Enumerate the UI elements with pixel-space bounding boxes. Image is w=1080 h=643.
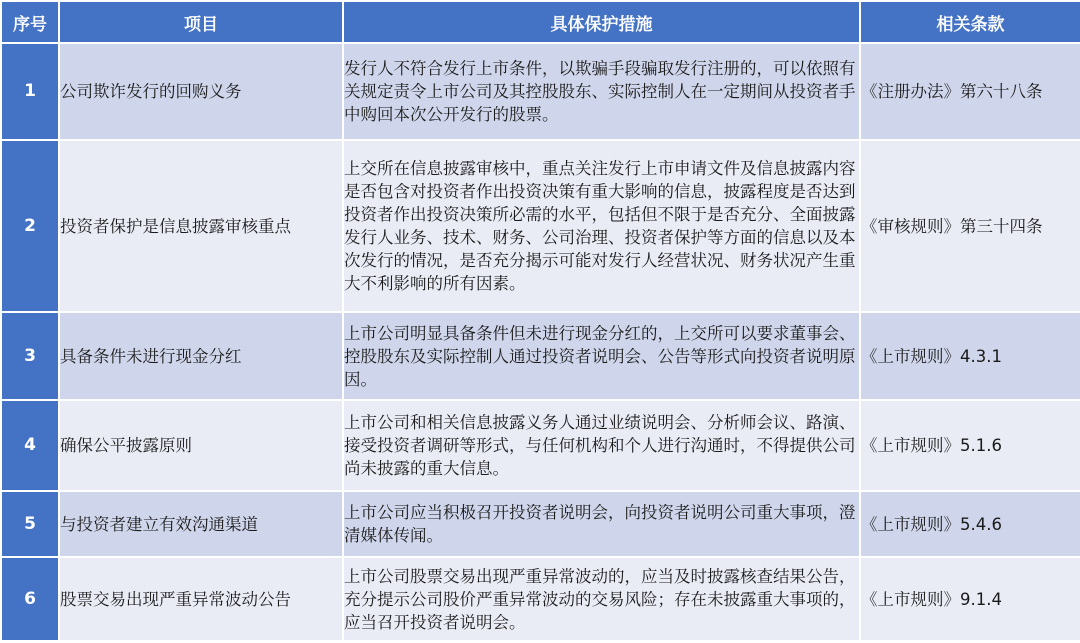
row-clause: 《上市规则》5.4.6 (860, 491, 1080, 557)
table-row (1, 491, 1080, 557)
row-item: 确保公平披露原则 (59, 400, 343, 491)
row-item: 具备条件未进行现金分红 (59, 312, 343, 400)
table-row (1, 43, 1080, 140)
row-index: 6 (1, 557, 59, 641)
row-item: 公司欺诈发行的回购义务 (59, 43, 343, 140)
row-clause: 《上市规则》9.1.4 (860, 557, 1080, 641)
table-row (1, 400, 1080, 491)
row-measure: 上市公司明显具备条件但未进行现金分红的，上交所可以要求董事会、控股股东及实际控制人通过投资者说明会、公告等形式向投资者说明原因。 (343, 312, 860, 400)
table-row (1, 557, 1080, 641)
header-index: 序号 (1, 1, 59, 43)
row-item: 股票交易出现严重异常波动公告 (59, 557, 343, 641)
row-measure: 上交所在信息披露审核中，重点关注发行上市申请文件及信息披露内容是否包含对投资者作出投资决策有重大影响的信息，披露程度是否达到投资者作出投资决策所必需的水平，包括但不限于是否充分、全面披露发行人业务、技术、财务、公司治理、投资者保护等方面的信息以及本次发行的情况，是否充分揭示可能对发行人经营状况、财务状况产生重大不利影响的所有因素。 (343, 140, 860, 312)
header-measure: 具体保护措施 (343, 1, 860, 43)
row-index: 2 (1, 140, 59, 312)
row-measure: 上市公司应当积极召开投资者说明会，向投资者说明公司重大事项，澄清媒体传闻。 (343, 491, 860, 557)
row-item: 与投资者建立有效沟通渠道 (59, 491, 343, 557)
row-measure: 发行人不符合发行上市条件，以欺骗手段骗取发行注册的，可以依照有关规定责令上市公司及其控股股东、实际控制人在一定期间从投资者手中购回本次公开发行的股票。 (343, 43, 860, 140)
row-measure: 上市公司股票交易出现严重异常波动的，应当及时披露核查结果公告，充分提示公司股价严重异常波动的交易风险；存在未披露重大事项的，应当召开投资者说明会。 (343, 557, 860, 641)
row-index: 3 (1, 312, 59, 400)
row-clause: 《上市规则》4.3.1 (860, 312, 1080, 400)
row-index: 4 (1, 400, 59, 491)
row-index: 1 (1, 43, 59, 140)
row-clause: 《审核规则》第三十四条 (860, 140, 1080, 312)
row-measure: 上市公司和相关信息披露义务人通过业绩说明会、分析师会议、路演、接受投资者调研等形式，与任何机构和个人进行沟通时，不得提供公司尚未披露的重大信息。 (343, 400, 860, 491)
row-clause: 《注册办法》第六十八条 (860, 43, 1080, 140)
header-row (1, 1, 1080, 43)
row-item: 投资者保护是信息披露审核重点 (59, 140, 343, 312)
header-item: 项目 (59, 1, 343, 43)
row-index: 5 (1, 491, 59, 557)
row-clause: 《上市规则》5.1.6 (860, 400, 1080, 491)
table-row (1, 140, 1080, 312)
header-clause: 相关条款 (860, 1, 1080, 43)
table-row (1, 312, 1080, 400)
